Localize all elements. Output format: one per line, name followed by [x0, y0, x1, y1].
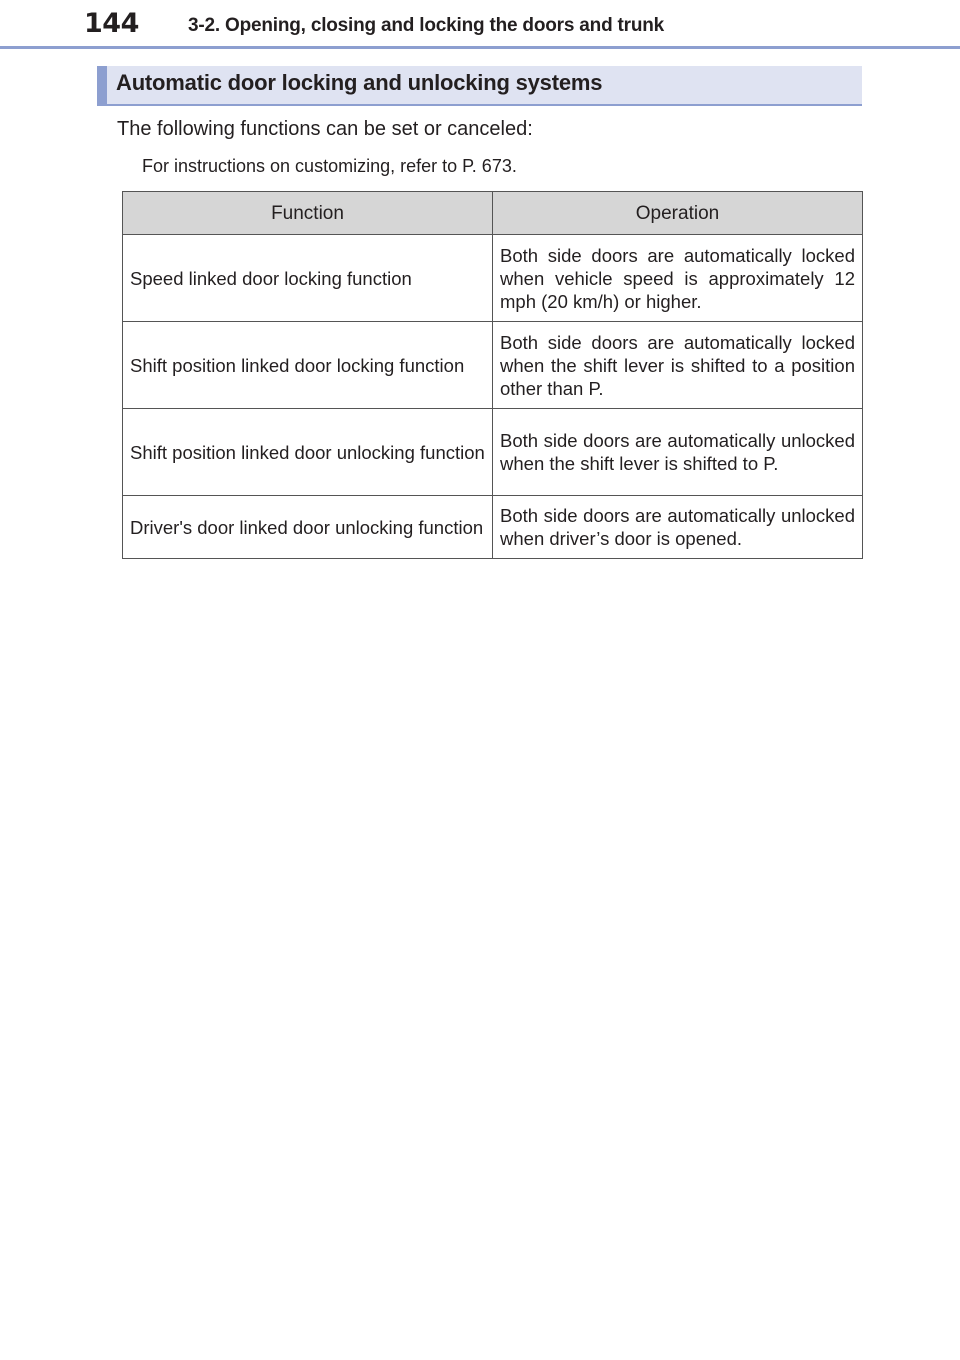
function-cell: Shift position linked door locking function: [123, 322, 493, 409]
section-title-bar: [97, 66, 862, 106]
table-row: [123, 409, 863, 496]
operation-cell: Both side doors are automatically unlocked when the shift lever is shifted to P.: [493, 409, 863, 496]
page-number: 144: [84, 8, 139, 39]
function-table: [122, 191, 863, 559]
function-cell: Speed linked door locking function: [123, 235, 493, 322]
header-rule: [0, 46, 960, 49]
operation-cell: Both side doors are automatically unlocked when driver’s door is opened.: [493, 496, 863, 559]
operation-cell: Both side doors are automatically locked when the shift lever is shifted to a position other than P.: [493, 322, 863, 409]
header-function: Function: [123, 192, 493, 235]
table-row: [123, 496, 863, 559]
chapter-title: 3-2. Opening, closing and locking the doors and trunk: [188, 15, 665, 36]
section-title-accent: [97, 66, 107, 104]
function-cell: Shift position linked door unlocking function: [123, 409, 493, 496]
table-row: [123, 322, 863, 409]
table-header-row: [123, 192, 863, 235]
intro-text: The following functions can be set or canceled:: [117, 118, 533, 140]
header-operation: Operation: [493, 192, 863, 235]
page-header: [0, 0, 960, 50]
function-cell: Driver's door linked door unlocking function: [123, 496, 493, 559]
section-title: Automatic door locking and unlocking systems: [116, 70, 603, 95]
operation-cell: Both side doors are automatically locked when vehicle speed is approximately 12 mph (20 km/h) or higher.: [493, 235, 863, 322]
customizing-note: For instructions on customizing, refer to P. 673.: [142, 156, 517, 176]
table-row: [123, 235, 863, 322]
